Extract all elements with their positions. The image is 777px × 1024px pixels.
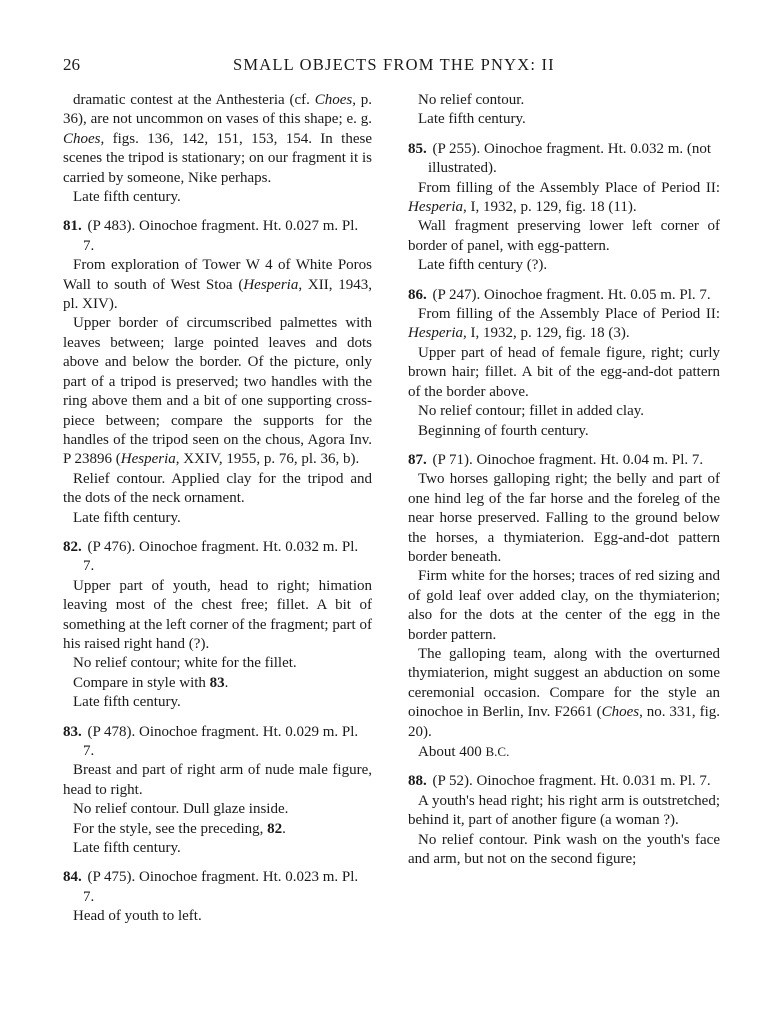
page-header: [63, 55, 723, 79]
entry-date: Late fifth century.: [73, 694, 181, 711]
entry-technique: No relief contour. Dull glaze inside.: [73, 801, 289, 818]
entry-description: Two horses galloping right; the belly and part of one hind leg of the far horse and the foreleg of the near horse preserved. Falling to the ground below the horses, a thymiaterion. Egg-and-dot pattern border beneath.: [408, 471, 720, 565]
entry-84-technique: No relief contour.: [418, 92, 525, 108]
entry-description: Breast and part of right arm of nude male figure, head to right.: [63, 762, 372, 798]
entry-heading: 83. (P 478). Oinochoe fragment. Ht. 0.029 m. Pl. 7.: [63, 723, 359, 759]
entry-date: Late fifth century (?).: [418, 257, 548, 274]
catalogue-entry-84: [63, 868, 372, 926]
catalogue-entry-86: [408, 286, 720, 441]
entry-provenance: From exploration of Tower W 4 of White Poros Wall to south of West Stoa (Hesperia, XII, 1943, pl. XIV).: [63, 257, 372, 313]
entry-provenance: From filling of the Assembly Place of Period II: Hesperia, I, 1932, p. 129, fig. 18 (3).: [408, 306, 720, 342]
entry-heading: 86. (P 247). Oinochoe fragment. Ht. 0.05 m. Pl. 7.: [408, 286, 711, 303]
entry-heading: 82. (P 476). Oinochoe fragment. Ht. 0.032 m. Pl. 7.: [63, 538, 359, 575]
catalogue-entry-85: [408, 140, 720, 276]
entry-date: About 400 B.C.: [418, 744, 510, 760]
catalogue-entry-81: [63, 217, 372, 528]
entry-style: For the style, see the preceding, 82.: [73, 820, 286, 837]
entry-heading: 84. (P 475). Oinochoe fragment. Ht. 0.023 m. Pl. 7.: [63, 869, 359, 905]
entry-provenance: From filling of the Assembly Place of Period II: Hesperia, I, 1932, p. 129, fig. 18 (11).: [408, 179, 720, 216]
entry-description: Upper border of circumscribed palmettes with leaves between; large pointed leaves and dots above and below the border. Of the picture, only part of a tripod is preserved; two handles with the ring above them and a bit of one supporting cross-piece between; compare the supports for the handles of the tripod seen on the chous, Agora Inv. P 23896 (Hesperia, XXIV, 1955, p. 76, pl. 36, b).: [63, 315, 372, 468]
catalogue-entry-87: [408, 451, 720, 763]
catalogue-entry-83: [63, 723, 372, 859]
entry-description: Head of youth to left.: [73, 908, 202, 925]
entry-technique: No relief contour. Pink wash on the youth's face and arm, but not on the second figure;: [408, 831, 720, 868]
entry-technique: No relief contour; white for the fillet.: [73, 655, 297, 672]
entry-description: A youth's head right; his right arm is outstretched; behind it, part of another figure (a woman ?).: [408, 792, 720, 829]
entry-technique: Firm white for the horses; traces of red sizing and of gold leaf over added clay, on the thymiaterion; also for the dots at the center of the egg in the border pattern.: [408, 568, 720, 643]
entry-description: Upper part of head of female figure, right; curly brown hair; fillet. A bit of the egg-and-dot pattern of the border above.: [408, 344, 720, 400]
entry-84-date: Late fifth century.: [418, 111, 526, 128]
intro-paragraph: dramatic contest at the Anthesteria (cf. Choes, p. 36), are not uncommon on vases of this shape; e. g. Choes, figs. 136, 142, 151, 153, 154. In these scenes the tripod is stationary; on our fragment it is carried by someone, Nike perhaps.: [63, 92, 372, 186]
running-title: SMALL OBJECTS FROM THE PNYX: II: [233, 55, 555, 74]
entry-technique: No relief contour; fillet in added clay.: [418, 403, 645, 420]
entry-heading: 85. (P 255). Oinochoe fragment. Ht. 0.032 m. (not illustrated).: [408, 140, 712, 177]
left-column: [63, 91, 372, 927]
entry-date: Late fifth century.: [73, 840, 181, 857]
entry-discussion: The galloping team, along with the overturned thymiaterion, might suggest an abduction on some ceremonial occasion. Compare for the style an oinochoe in Berlin, Inv. F2661 (Choes, no. 331, fig. 20).: [408, 645, 720, 740]
right-column: [408, 91, 720, 869]
intro-date: Late fifth century.: [73, 189, 181, 206]
entry-compare: Compare in style with 83.: [73, 674, 229, 691]
catalogue-entry-88: [408, 772, 720, 869]
catalogue-entry-82: [63, 538, 372, 713]
entry-technique: Relief contour. Applied clay for the tripod and the dots of the neck ornament.: [63, 470, 372, 507]
entry-heading: 87. (P 71). Oinochoe fragment. Ht. 0.04 m. Pl. 7.: [408, 451, 704, 468]
entry-description: Upper part of youth, head to right; himation leaving most of the chest free; fillet. A bit of something at the left corner of the fragment; part of his raised right hand (?).: [63, 577, 372, 652]
entry-heading: 88. (P 52). Oinochoe fragment. Ht. 0.031 m. Pl. 7.: [408, 773, 711, 790]
entry-date: Beginning of fourth century.: [418, 422, 589, 439]
entry-description: Wall fragment preserving lower left corner of border of panel, with egg-pattern.: [408, 218, 720, 254]
entry-heading: 81. (P 483). Oinochoe fragment. Ht. 0.027 m. Pl. 7.: [63, 218, 359, 254]
page-number: 26: [63, 55, 80, 74]
entry-date: Late fifth century.: [73, 509, 181, 526]
